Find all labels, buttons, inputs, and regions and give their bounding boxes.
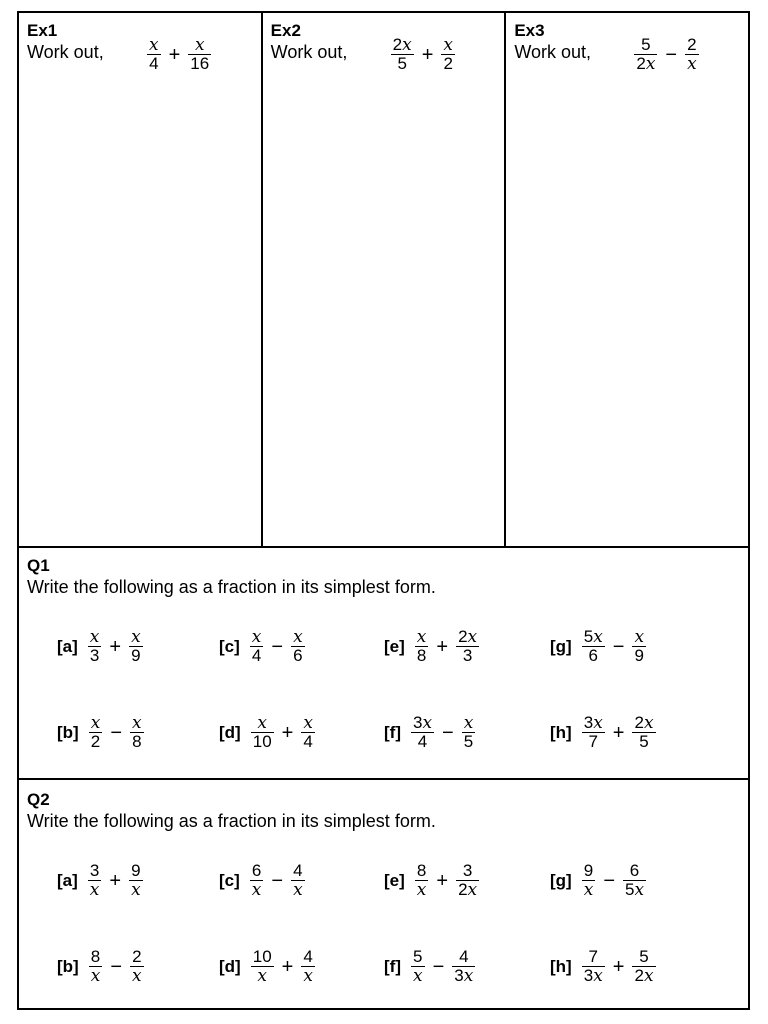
item-expression (251, 714, 315, 751)
denominator: 9 (634, 646, 644, 665)
variable: x (463, 966, 474, 986)
numerator: 5 (639, 947, 649, 966)
numerator: 6 (629, 861, 640, 880)
numerator (88, 628, 102, 646)
item-expression (250, 862, 305, 899)
numerator: 2 (687, 35, 697, 54)
item-expression (582, 862, 646, 899)
example-prompt: Work out, (27, 42, 104, 62)
variable: x (416, 880, 427, 900)
question-item (219, 862, 305, 899)
denominator (291, 881, 305, 899)
fraction (452, 948, 475, 985)
item-expression (411, 948, 475, 985)
denominator: 3 (89, 646, 100, 665)
variable: x (131, 627, 141, 647)
denominator: 5 (639, 732, 649, 751)
variable: x (422, 713, 433, 733)
question-item (57, 862, 143, 899)
question-item (219, 948, 315, 985)
numerator: 10 (252, 947, 272, 966)
operator: + (436, 869, 449, 892)
operator: − (603, 869, 615, 892)
fraction (147, 36, 161, 73)
numerator: 6 (251, 861, 262, 880)
denominator: 2x (458, 880, 478, 900)
question-item (384, 714, 475, 751)
fraction (88, 862, 102, 899)
item-expression (89, 714, 144, 751)
operator: − (442, 721, 454, 744)
item-label: [h] (550, 722, 572, 742)
fraction (582, 862, 596, 899)
fraction (188, 36, 211, 73)
question-item (550, 628, 646, 665)
denominator: 5 (463, 732, 474, 751)
numerator (130, 714, 144, 732)
numerator (632, 628, 646, 646)
fraction (89, 948, 103, 985)
question-item (384, 628, 479, 665)
fraction (129, 862, 143, 899)
fraction (632, 948, 655, 985)
question-item (219, 714, 315, 751)
denominator: 4 (417, 732, 428, 751)
numerator: 5 (641, 35, 651, 54)
denominator: 16 (190, 54, 210, 73)
item-label: [b] (57, 722, 79, 742)
item-label: [g] (550, 636, 572, 656)
numerator: 2x (392, 35, 412, 55)
variable: x (593, 713, 603, 733)
denominator: 2 (90, 732, 101, 751)
fraction (632, 628, 646, 665)
example-cell-1 (19, 13, 263, 546)
example-expression (391, 36, 455, 73)
operator: + (421, 43, 434, 66)
variable: x (257, 713, 267, 733)
fraction (632, 714, 655, 751)
variable: x (645, 54, 656, 74)
fraction (130, 714, 144, 751)
variable: x (90, 966, 101, 986)
denominator (250, 881, 264, 899)
variable: x (303, 966, 313, 986)
fraction (291, 628, 305, 665)
numerator (89, 714, 103, 732)
numerator: 2x (634, 713, 654, 733)
item-label: [c] (219, 636, 240, 656)
numerator: 9 (131, 861, 141, 880)
numerator: 3 (462, 861, 473, 880)
example-label: Ex1 (27, 21, 58, 40)
variable: x (634, 627, 645, 647)
denominator: 2x (634, 966, 654, 986)
operator: − (665, 43, 678, 66)
item-expression (251, 948, 315, 985)
operator: + (109, 869, 122, 892)
question-item (384, 948, 475, 985)
operator: − (271, 869, 284, 892)
variable: x (412, 966, 423, 986)
fraction (582, 714, 605, 751)
fraction (250, 628, 264, 665)
item-label: [a] (57, 636, 78, 656)
numerator: 2x (458, 627, 478, 647)
denominator: 2 (443, 54, 453, 73)
variable: x (293, 627, 303, 647)
variable: x (643, 713, 654, 733)
numerator: 3 (89, 861, 100, 880)
item-expression (415, 628, 479, 665)
denominator (685, 55, 699, 73)
denominator (88, 881, 102, 899)
operator: − (110, 955, 122, 978)
variable: x (257, 966, 267, 986)
operator: + (281, 721, 294, 744)
numerator (441, 36, 455, 54)
numerator: 9 (583, 861, 594, 880)
numerator: 4 (303, 947, 313, 966)
variable: x (593, 966, 603, 986)
item-expression (582, 628, 646, 665)
denominator: 4 (251, 646, 262, 665)
item-label: [c] (219, 870, 240, 890)
fraction (89, 714, 103, 751)
question-item (57, 714, 144, 751)
item-label: [d] (219, 722, 241, 742)
fraction (411, 948, 425, 985)
variable: x (251, 627, 262, 647)
denominator (130, 967, 144, 985)
variable: x (443, 35, 454, 55)
variable: x (463, 713, 474, 733)
fraction (441, 36, 455, 73)
numerator: 3x (412, 713, 433, 733)
variable: x (687, 54, 697, 74)
item-label: [e] (384, 636, 405, 656)
fraction (456, 628, 479, 665)
example-label: Ex2 (270, 21, 301, 40)
fraction (301, 948, 315, 985)
variable: x (583, 880, 594, 900)
variable: x (643, 966, 654, 986)
operator: + (168, 43, 181, 66)
fraction (411, 714, 434, 751)
numerator (129, 628, 143, 646)
examples-row (19, 13, 748, 548)
operator: − (110, 721, 122, 744)
variable: x (416, 627, 427, 647)
numerator: 5x (583, 627, 603, 647)
numerator (301, 714, 315, 732)
example-prompt: Work out, (514, 42, 592, 62)
item-label: [e] (384, 870, 405, 890)
question-item (219, 628, 305, 665)
numerator: 4 (293, 861, 303, 880)
operator: + (612, 721, 625, 744)
variable: x (132, 966, 142, 986)
question-1-section (19, 546, 748, 780)
denominator (301, 967, 315, 985)
operator: + (436, 635, 449, 658)
numerator: 8 (90, 947, 101, 966)
fraction (582, 948, 605, 985)
example-label: Ex3 (514, 21, 545, 40)
item-label: [h] (550, 956, 572, 976)
variable: x (293, 880, 303, 900)
item-expression (415, 862, 479, 899)
question-item (57, 628, 143, 665)
denominator (582, 881, 596, 899)
numerator: 5 (413, 947, 423, 966)
denominator: 3x (583, 966, 603, 986)
operator: + (281, 955, 294, 978)
question-instruction: Write the following as a fraction in its simplest form. (27, 811, 436, 831)
denominator (255, 967, 269, 985)
numerator: 8 (416, 861, 427, 880)
question-label: Q1 (27, 556, 50, 575)
variable: x (194, 35, 205, 55)
denominator: 3x (454, 966, 474, 986)
fraction (634, 36, 657, 73)
numerator (462, 714, 476, 732)
denominator: 8 (132, 732, 142, 751)
denominator: 5x (625, 880, 645, 900)
operator: − (432, 955, 445, 978)
numerator (291, 628, 305, 646)
item-label: [f] (384, 722, 401, 742)
fraction (415, 862, 429, 899)
variable: x (467, 880, 478, 900)
item-label: [f] (384, 956, 401, 976)
item-label: [b] (57, 956, 79, 976)
item-label: [g] (550, 870, 572, 890)
fraction (301, 714, 315, 751)
variable: x (251, 880, 262, 900)
fraction (251, 948, 274, 985)
question-instruction: Write the following as a fraction in its simplest form. (27, 577, 436, 597)
question-item (550, 862, 646, 899)
item-expression (88, 628, 143, 665)
variable: x (634, 880, 645, 900)
question-label: Q2 (27, 790, 50, 809)
denominator: 5 (397, 54, 407, 73)
denominator: 8 (416, 646, 427, 665)
fraction (391, 36, 414, 73)
denominator (129, 881, 143, 899)
numerator: 7 (588, 947, 598, 966)
operator: + (109, 635, 122, 658)
fraction (130, 948, 144, 985)
operator: − (612, 635, 625, 658)
numerator (193, 36, 207, 54)
numerator (415, 628, 429, 646)
numerator: 2 (132, 947, 142, 966)
item-expression (411, 714, 475, 751)
denominator (411, 967, 425, 985)
worksheet (17, 11, 750, 1010)
variable: x (131, 880, 141, 900)
numerator: 4 (459, 947, 469, 966)
example-expression (147, 36, 211, 73)
denominator: 6 (588, 646, 598, 665)
question-item (550, 714, 656, 751)
fraction (251, 714, 274, 751)
fraction (88, 628, 102, 665)
fraction (456, 862, 479, 899)
fraction (685, 36, 699, 73)
numerator: 3x (583, 713, 603, 733)
item-expression (88, 862, 143, 899)
numerator (147, 36, 161, 54)
fraction (250, 862, 264, 899)
denominator: 4 (149, 54, 159, 73)
variable: x (467, 627, 478, 647)
item-expression (89, 948, 144, 985)
variable: x (593, 627, 603, 647)
question-item (550, 948, 656, 985)
denominator: 4 (303, 732, 313, 751)
operator: + (612, 955, 625, 978)
variable: x (89, 627, 100, 647)
denominator: 9 (131, 646, 141, 665)
question-item (384, 862, 479, 899)
item-expression (250, 628, 305, 665)
fraction (415, 628, 429, 665)
denominator (415, 881, 429, 899)
fraction (129, 628, 143, 665)
denominator (89, 967, 103, 985)
variable: x (90, 713, 101, 733)
question-item (57, 948, 144, 985)
operator: − (271, 635, 284, 658)
numerator (250, 628, 264, 646)
denominator: 3 (462, 646, 473, 665)
item-expression (582, 714, 656, 751)
denominator: 6 (293, 646, 303, 665)
example-expression (634, 36, 698, 73)
variable: x (149, 35, 159, 55)
variable: x (89, 880, 100, 900)
question-2-section (19, 780, 748, 1008)
fraction (291, 862, 305, 899)
item-label: [a] (57, 870, 78, 890)
denominator: 2x (636, 54, 656, 74)
example-cell-2 (263, 13, 507, 546)
denominator: 7 (588, 732, 598, 751)
numerator (255, 714, 269, 732)
denominator: 10 (252, 732, 272, 751)
item-expression (582, 948, 656, 985)
fraction (582, 628, 605, 665)
variable: x (402, 35, 412, 55)
fraction (462, 714, 476, 751)
variable: x (303, 713, 313, 733)
example-cell-3 (506, 13, 748, 546)
item-label: [d] (219, 956, 241, 976)
variable: x (132, 713, 142, 733)
fraction (623, 862, 646, 899)
example-prompt: Work out, (270, 42, 348, 62)
